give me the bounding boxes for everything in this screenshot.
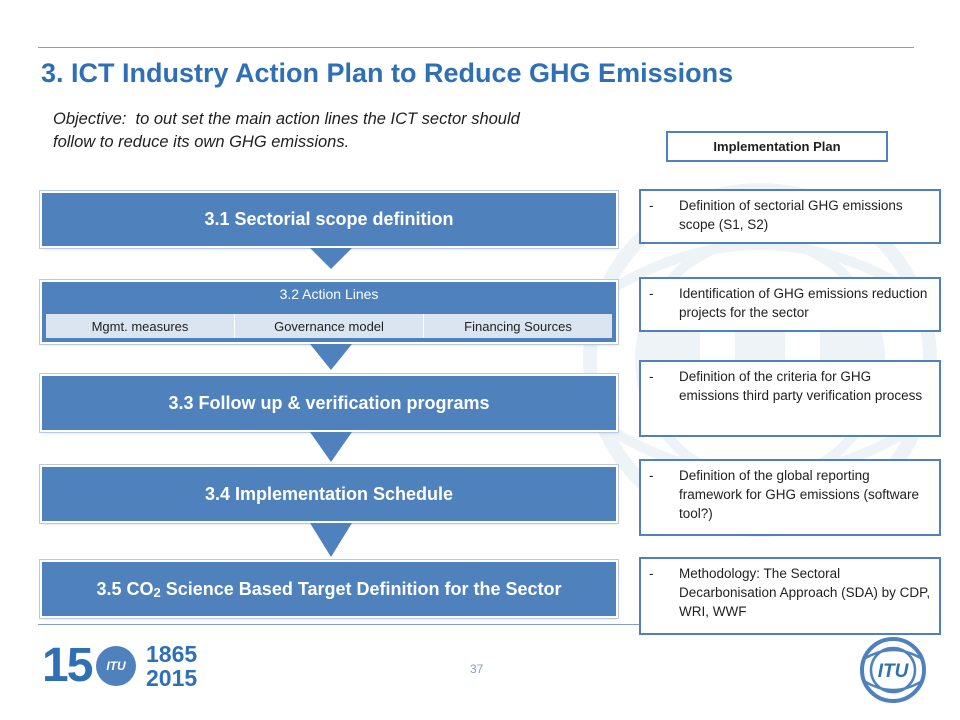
note-box-5[interactable]	[639, 557, 941, 635]
step-3-1-box[interactable]	[42, 193, 616, 246]
objective-line-2: follow to reduce its own GHG emissions.	[53, 133, 350, 151]
step-3-5-suffix: Science Based Target Definition for the Sector	[160, 578, 562, 599]
action-lines-row	[46, 314, 612, 338]
chevron-down-icon	[310, 344, 352, 370]
chevron-down-icon	[310, 432, 352, 462]
itu-150-anniversary-logo	[42, 640, 222, 696]
anniversary-15: 15	[42, 639, 92, 692]
step-3-1-label: 3.1 Sectorial scope definition	[204, 209, 454, 229]
chevron-down-icon	[310, 523, 352, 557]
step-3-4-box[interactable]	[42, 467, 616, 521]
note-dash: -	[649, 369, 654, 384]
note-dash: -	[649, 198, 654, 213]
action-cell-mgmt[interactable]: Mgmt. measures	[46, 314, 235, 338]
objective-line-1: Objective: to out set the main action lines the ICT sector should	[53, 110, 520, 128]
implementation-plan-button[interactable]: Implementation Plan	[666, 131, 888, 162]
step-3-5-prefix: 3.5 CO	[96, 578, 154, 599]
top-divider	[38, 47, 914, 48]
anniversary-itu-text: ITU	[106, 659, 126, 673]
anniversary-year-1865: 1865	[146, 641, 198, 667]
anniversary-globe-icon	[96, 646, 136, 686]
itu-logo-text: ITU	[877, 661, 909, 682]
slide-title: 3. ICT Industry Action Plan to Reduce GHG Emissions	[41, 58, 734, 88]
note-dash: -	[649, 286, 654, 301]
note-dash: -	[649, 468, 654, 483]
step-3-5-label	[96, 579, 561, 600]
note-box-3[interactable]	[639, 360, 941, 437]
note-text-2: Identification of GHG emissions reduction projects for the sector	[679, 286, 928, 320]
action-cell-financing[interactable]: Financing Sources	[424, 314, 612, 338]
step-3-2-label: 3.2 Action Lines	[279, 286, 379, 302]
page-number: 37	[470, 662, 484, 676]
objective-text	[53, 108, 623, 154]
note-box-2[interactable]	[639, 277, 941, 332]
note-box-1[interactable]	[639, 189, 941, 244]
step-3-3-label: 3.3 Follow up & verification programs	[168, 392, 490, 413]
step-3-3-box[interactable]	[42, 376, 616, 430]
note-dash: -	[649, 566, 654, 581]
step-3-4-label: 3.4 Implementation Schedule	[204, 483, 454, 504]
note-text-5: Methodology: The Sectoral Decarbonisation Approach (SDA) by CDP, WRI, WWF	[679, 566, 931, 619]
note-text-4: Definition of the global reporting framework for GHG emissions (software tool?)	[679, 468, 920, 521]
step-3-5-subscript: 2	[153, 584, 161, 600]
anniversary-year-2015: 2015	[146, 665, 198, 691]
itu-logo-icon	[858, 635, 928, 705]
note-box-4[interactable]	[639, 459, 941, 536]
note-text-3: Definition of the criteria for GHG emissions third party verification process	[679, 369, 923, 403]
note-text-1: Definition of sectorial GHG emissions scope (S1, S2)	[679, 198, 903, 232]
action-cell-governance[interactable]: Governance model	[235, 314, 424, 338]
step-3-2-box[interactable]	[42, 282, 616, 342]
chevron-down-icon	[310, 248, 352, 269]
step-3-5-box[interactable]	[42, 562, 616, 616]
